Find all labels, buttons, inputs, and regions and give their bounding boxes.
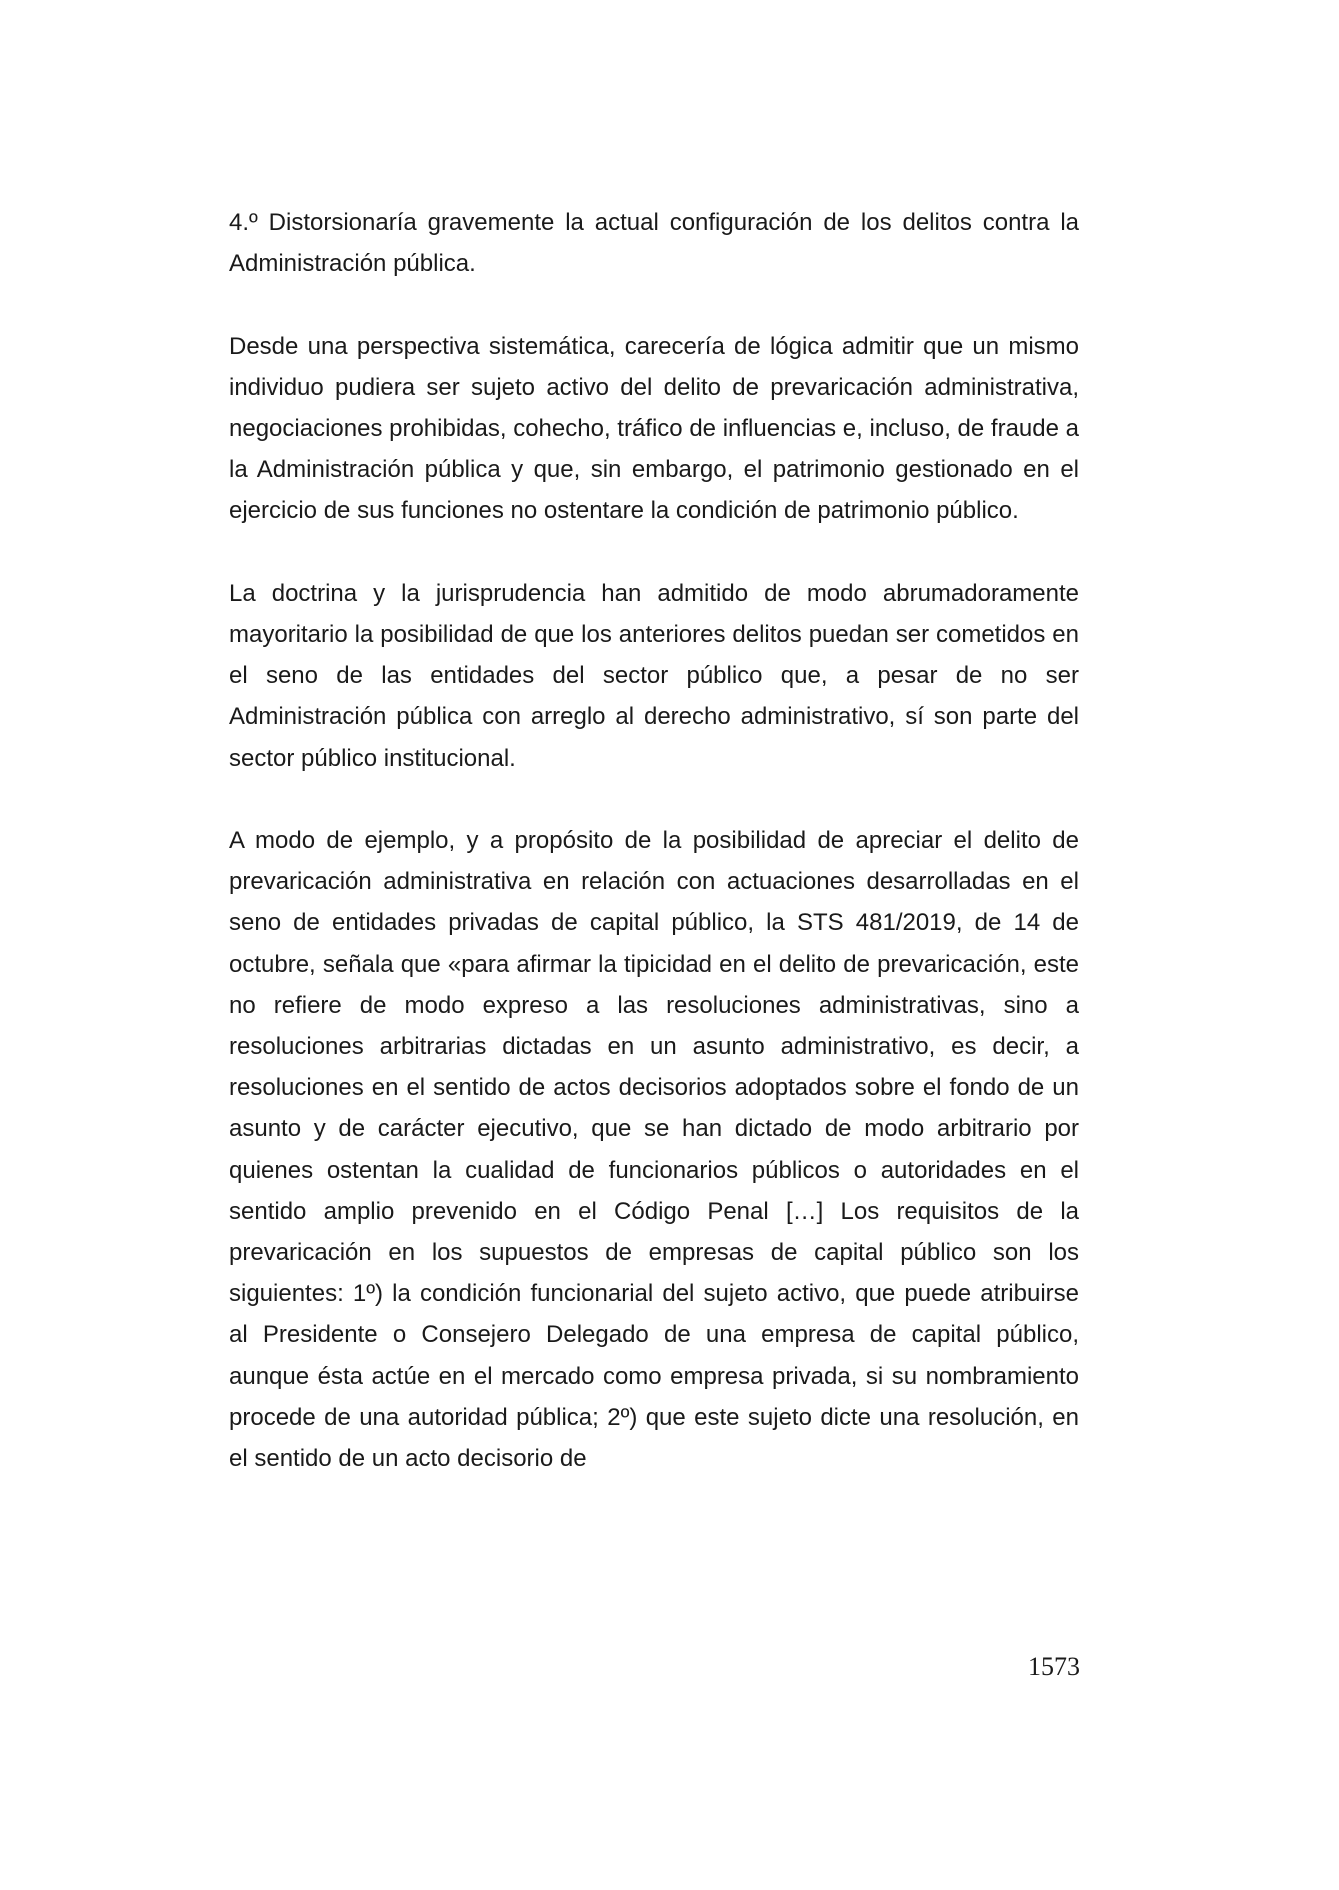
page-number: 1573: [1028, 1652, 1080, 1681]
document-body: [229, 202, 1079, 1520]
paragraph-3: La doctrina y la jurisprudencia han admitido de modo abrumadoramente mayoritario la posibilidad de que los anteriores delitos puedan ser cometidos en el seno de las entidades del sector público que, a pesar de no ser Administración pública con arreglo al derecho administrativo, sí son parte del sector público institucional.: [229, 579, 1079, 772]
paragraph-1: 4.º Distorsionaría gravemente la actual configuración de los delitos contra la Administración pública.: [229, 209, 1079, 278]
paragraph-4: A modo de ejemplo, y a propósito de la posibilidad de apreciar el delito de prevaricación administrativa en relación con actuaciones desarrolladas en el seno de entidades privadas de capital público, la STS 481/2019, de 14 de octubre, señala que «para afirmar la tipicidad en el delito de prevaricación, este no refiere de modo expreso a las resoluciones administrativas, sino a resoluciones arbitrarias dictadas en un asunto administrativo, es decir, a resoluciones en el sentido de actos decisorios adoptados sobre el fondo de un asunto y de carácter ejecutivo, que se han dictado de modo arbitrario por quienes ostentan la cualidad de funcionarios públicos o autoridades en el sentido amplio prevenido en el Código Penal […] Los requisitos de la prevaricación en los supuestos de empresas de capital público son los siguientes: 1º) la condición funcionarial del sujeto activo, que puede atribuirse al Presidente o Consejero Delegado de una empresa de capital público, aunque ésta actúe en el mercado como empresa privada, si su nombramiento procede de una autoridad pública; 2º) que este sujeto dicte una resolución, en el sentido de un acto decisorio de: [229, 827, 1079, 1473]
paragraph-2: Desde una perspectiva sistemática, carecería de lógica admitir que un mismo individuo pudiera ser sujeto activo del delito de prevaricación administrativa, negociaciones prohibidas, cohecho, tráfico de influencias e, incluso, de fraude a la Administración pública y que, sin embargo, el patrimonio gestionado en el ejercicio de sus funciones no ostentare la condición de patrimonio público.: [229, 332, 1079, 525]
